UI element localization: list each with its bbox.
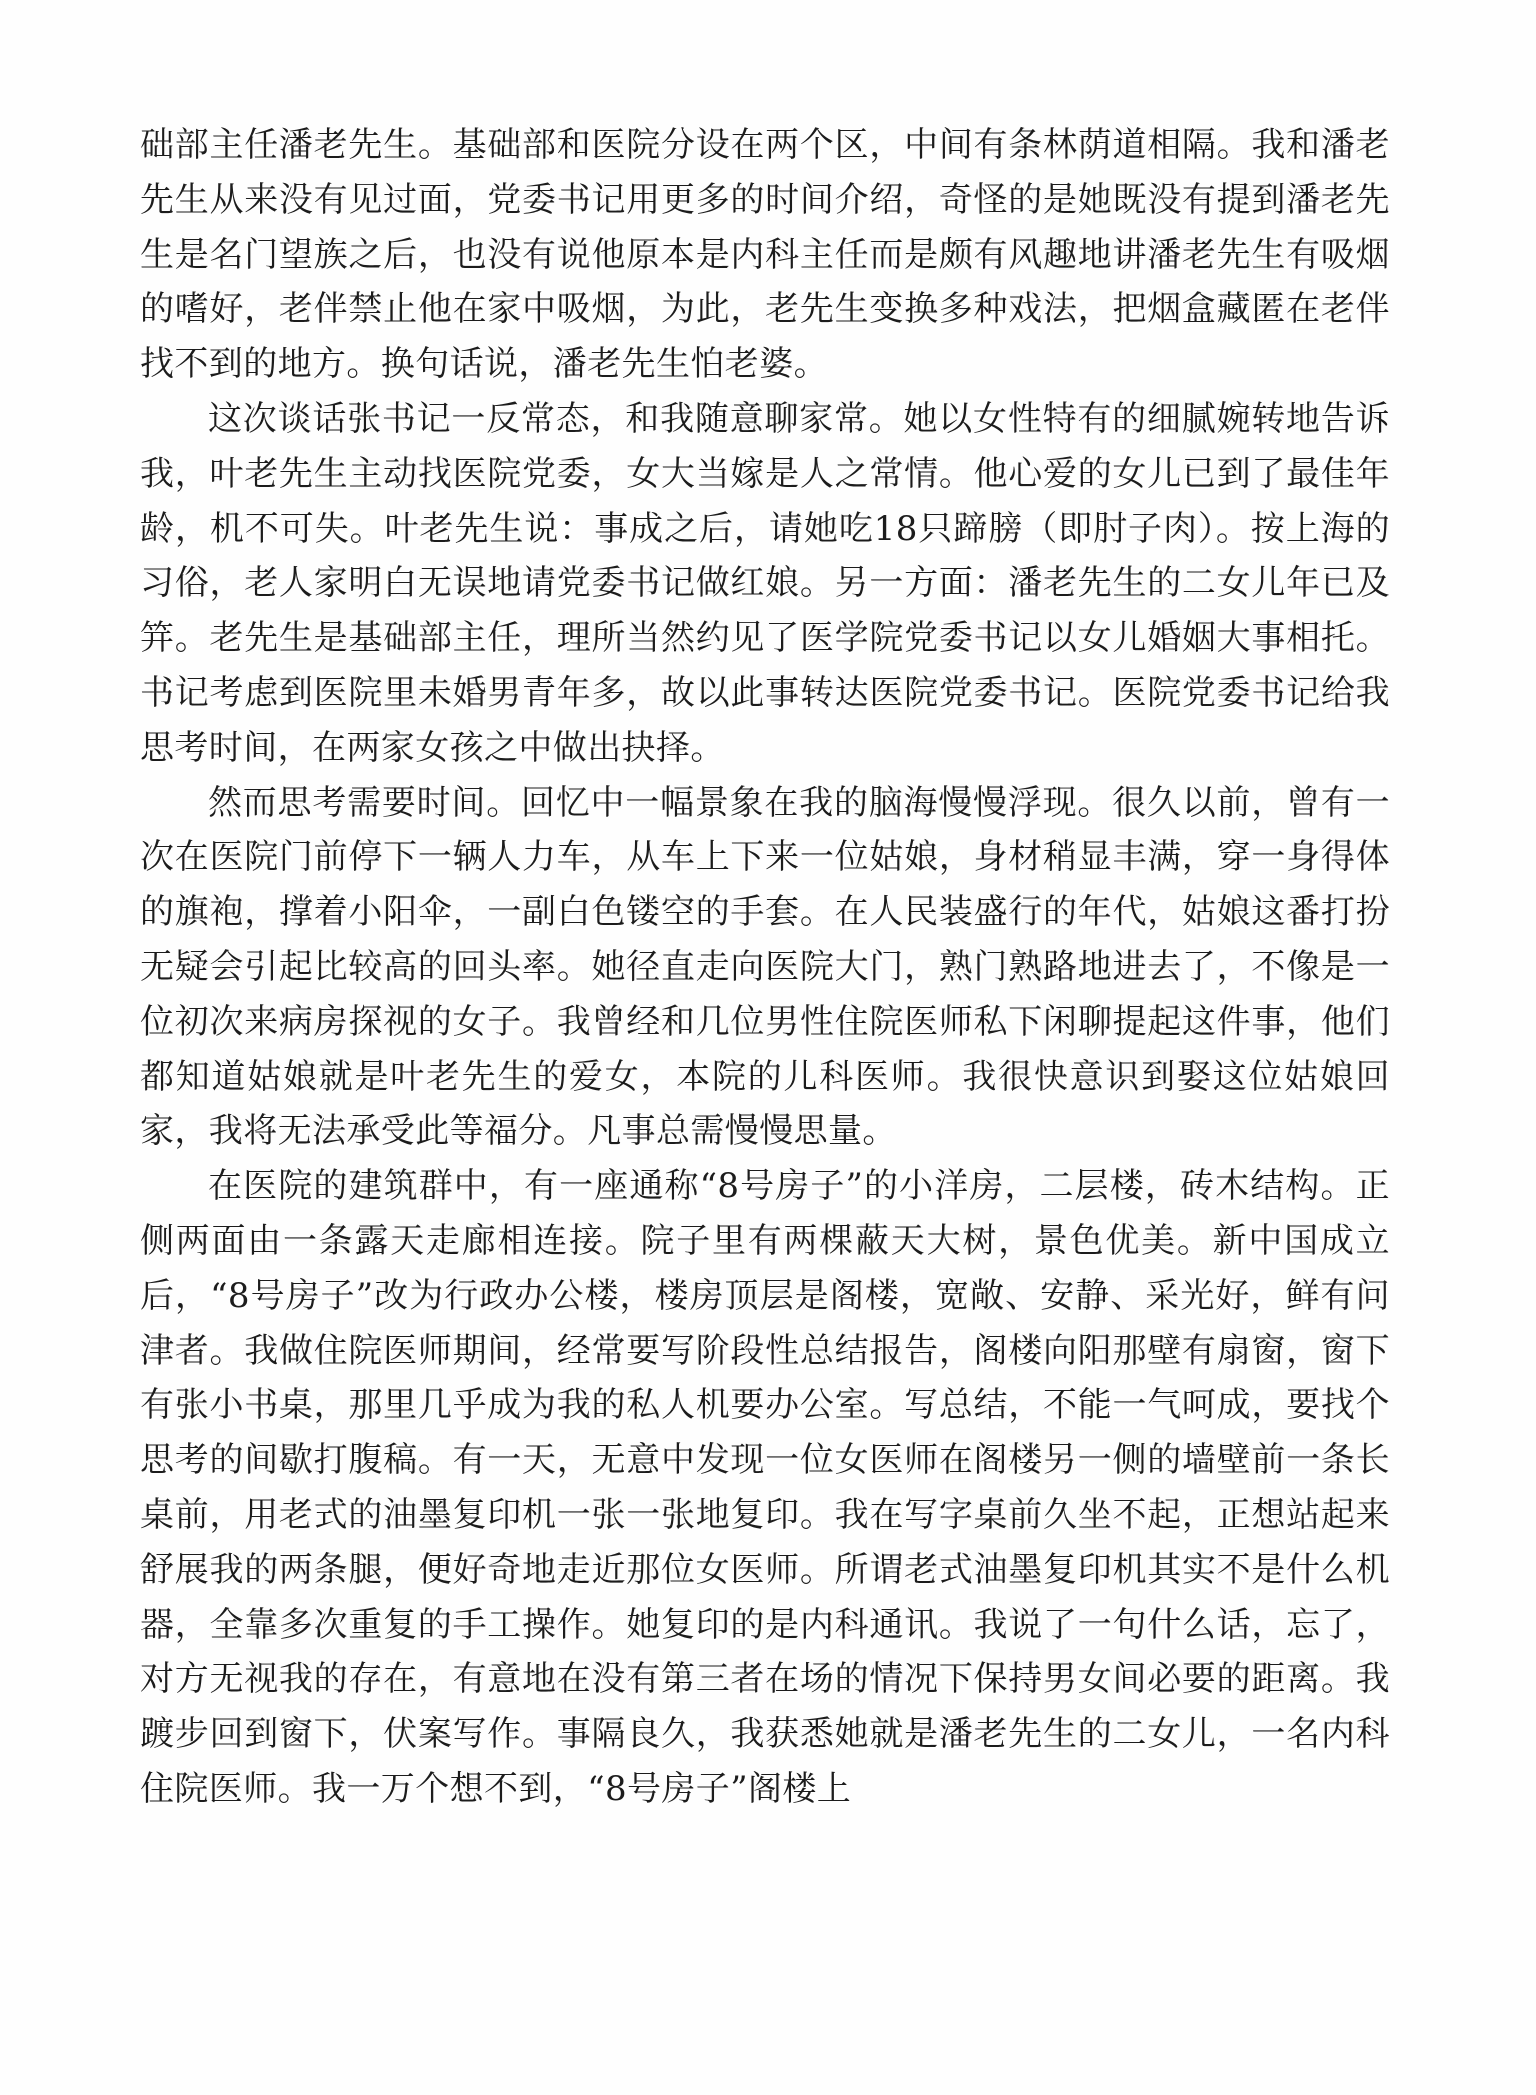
paragraph-4: 在医院的建筑群中，有一座通称“8号房子”的小洋房，二层楼，砖木结构。正侧两面由一条露天走廊相连接。院子里有两棵蔽天大树，景色优美。新中国成立后，“8号房子”改为行政办公楼，楼房顶层是阁楼，宽敞、安静、采光好，鲜有问津者。我做住院医师期间，经常要写阶段性总结报告，阁楼向阳那壁有扇窗，窗下有张小书桌，那里几乎成为我的私人机要办公室。写总结，不能一气呵成，要找个思考的间歇打腹稿。有一天，无意中发现一位女医师在阁楼另一侧的墙壁前一条长桌前，用老式的油墨复印机一张一张地复印。我在写字桌前久坐不起，正想站起来舒展我的两条腿，便好奇地走近那位女医师。所谓老式油墨复印机其实不是什么机器，全靠多次重复的手工操作。她复印的是内科通讯。我说了一句什么话，忘了，对方无视我的存在，有意地在没有第三者在场的情况下保持男女间必要的距离。我踱步回到窗下，伏案写作。事隔良久，我获悉她就是潘老先生的二女儿，一名内科住院医师。我一万个想不到，“8号房子”阁楼上 (140, 1166, 1390, 1809)
body-text (140, 118, 1390, 1817)
paragraph-2: 这次谈话张书记一反常态，和我随意聊家常。她以女性特有的细腻婉转地告诉我，叶老先生主动找医院党委，女大当嫁是人之常情。他心爱的女儿已到了最佳年龄，机不可失。叶老先生说：事成之后，请她吃18只蹄膀（即肘子肉）。按上海的习俗，老人家明白无误地请党委书记做红娘。另一方面：潘老先生的二女儿年已及笄。老先生是基础部主任，理所当然约见了医学院党委书记以女儿婚姻大事相托。书记考虑到医院里未婚男青年多，故以此事转达医院党委书记。医院党委书记给我思考时间，在两家女孩之中做出抉择。 (140, 398, 1390, 768)
paragraph-3: 然而思考需要时间。回忆中一幅景象在我的脑海慢慢浮现。很久以前，曾有一次在医院门前停下一辆人力车，从车上下来一位姑娘，身材稍显丰满，穿一身得体的旗袍，撑着小阳伞，一副白色镂空的手套。在人民装盛行的年代，姑娘这番打扮无疑会引起比较高的回头率。她径直走向医院大门，熟门熟路地进去了，不像是一位初次来病房探视的女子。我曾经和几位男性住院医师私下闲聊提起这件事，他们都知道姑娘就是叶老先生的爱女，本院的儿科医师。我很快意识到娶这位姑娘回家，我将无法承受此等福分。凡事总需慢慢思量。 (140, 782, 1390, 1152)
paragraph-1: 础部主任潘老先生。基础部和医院分设在两个区，中间有条林荫道相隔。我和潘老先生从来没有见过面，党委书记用更多的时间介绍，奇怪的是她既没有提到潘老先生是名门望族之后，也没有说他原本是内科主任而是颇有风趣地讲潘老先生有吸烟的嗜好，老伴禁止他在家中吸烟，为此，老先生变换多种戏法，把烟盒藏匿在老伴找不到的地方。换句话说，潘老先生怕老婆。 (140, 125, 1390, 385)
